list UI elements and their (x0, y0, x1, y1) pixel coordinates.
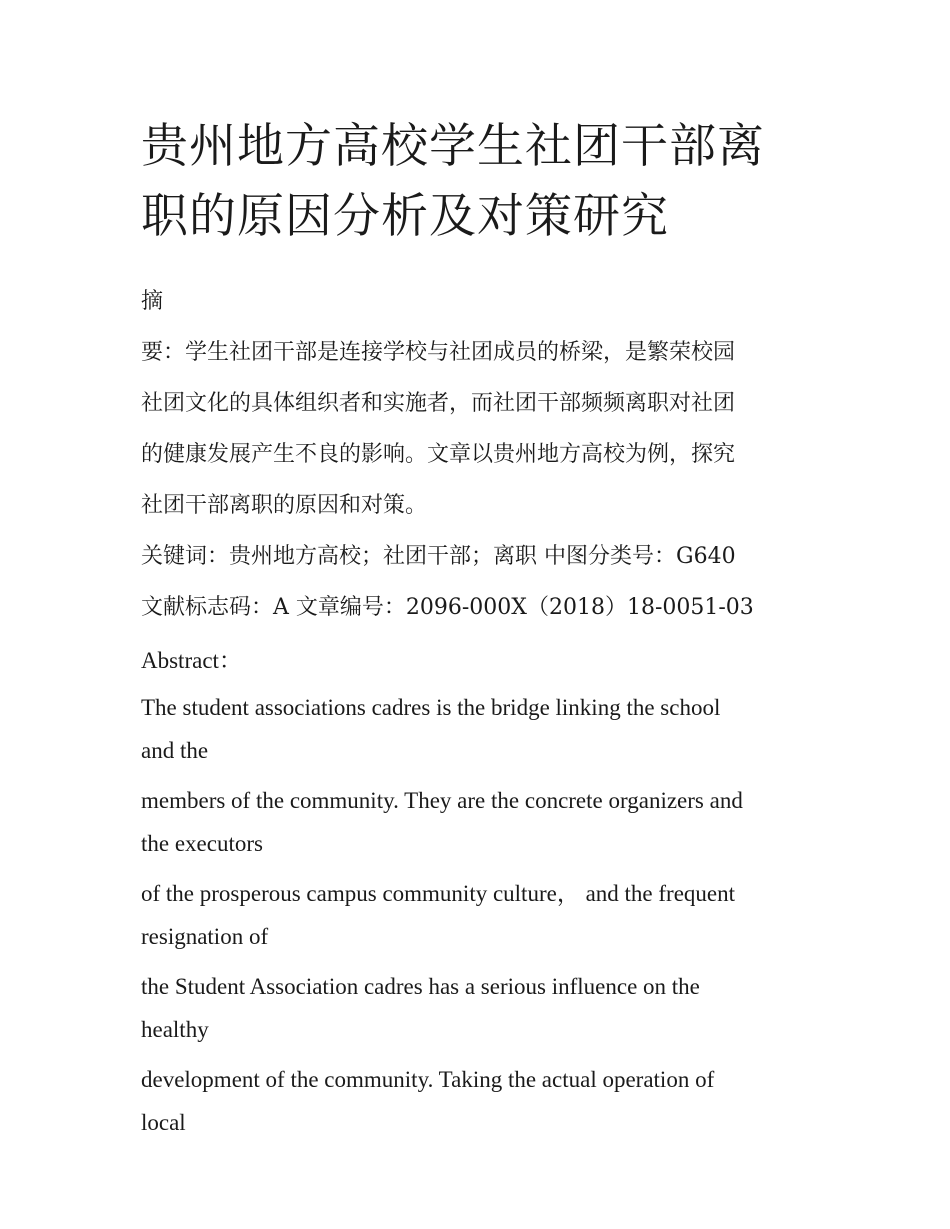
title-line: 职的原因分析及对策研究 (141, 189, 669, 244)
document-code-line: 文献标志码：A 文章编号：2096-000X（2018）18-0051-03 (141, 595, 754, 620)
english-paragraph (141, 872, 821, 958)
abstract-line: 社团干部离职的原因和对策。 (141, 493, 428, 518)
english-paragraph (141, 965, 821, 1051)
english-line: the Student Association cadres has a serious influence on the (141, 974, 700, 999)
english-line: and the (141, 738, 209, 763)
english-abstract (141, 686, 821, 1144)
english-paragraph (141, 779, 821, 865)
english-line: healthy (141, 1017, 209, 1042)
english-line: members of the community. They are the concrete organizers and (141, 788, 743, 813)
english-line: development of the community. Taking the actual operation of (141, 1067, 715, 1092)
english-line: of the prosperous campus community culture， and the frequent (141, 881, 736, 906)
chinese-abstract (141, 327, 821, 531)
title-line: 贵州地方高校学生社团干部离 (141, 119, 765, 174)
document-page (141, 112, 821, 1144)
english-paragraph (141, 1058, 821, 1144)
english-line: resignation of (141, 924, 269, 949)
abstract-line: 的健康发展产生不良的影响。文章以贵州地方高校为例，探究 (141, 442, 736, 467)
english-line: The student associations cadres is the bridge linking the school (141, 695, 721, 720)
keywords-line: 关键词：贵州地方高校；社团干部；离职 中图分类号：G640 (141, 544, 736, 569)
english-abstract-heading: Abstract： (141, 648, 242, 673)
english-line: local (141, 1110, 186, 1135)
english-line: the executors (141, 831, 263, 856)
abstract-label: 摘 (141, 289, 164, 314)
english-paragraph (141, 686, 821, 772)
abstract-line: 要：学生社团干部是连接学校与社团成员的桥梁，是繁荣校园 (141, 340, 736, 365)
paper-title (141, 112, 821, 252)
abstract-line: 社团文化的具体组织者和实施者，而社团干部频频离职对社团 (141, 391, 736, 416)
